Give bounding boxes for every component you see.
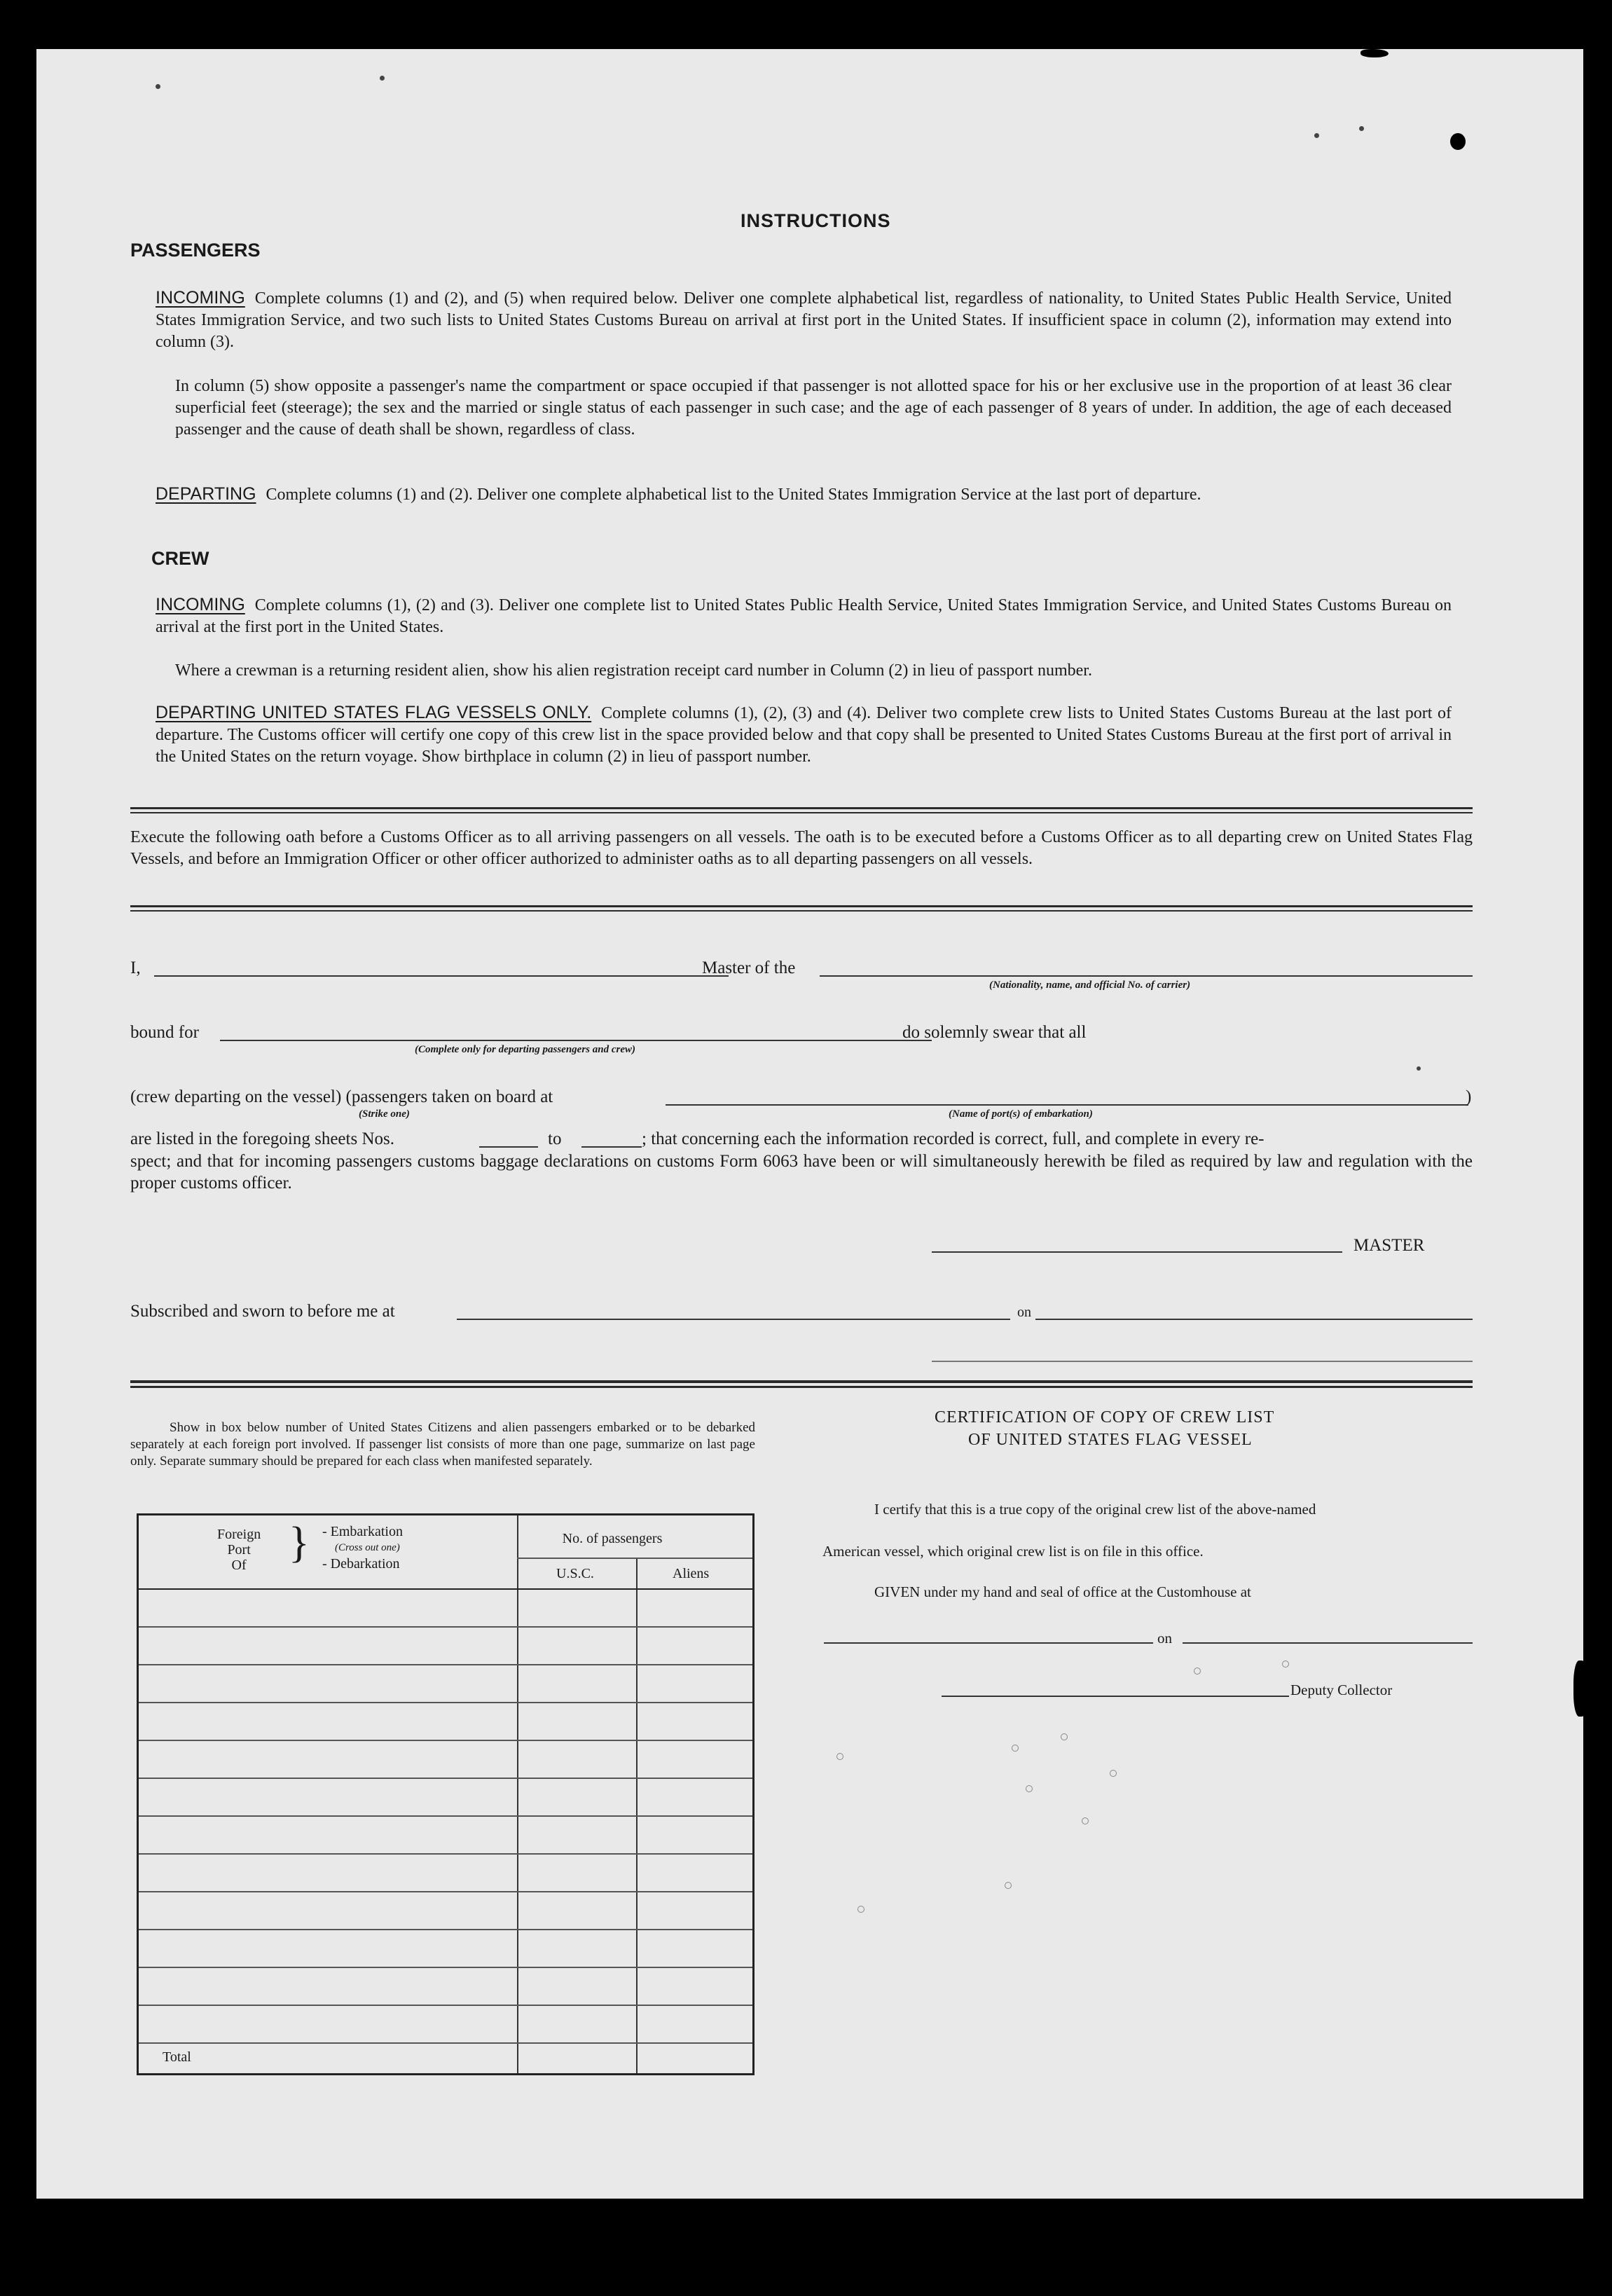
brace-glyph: } <box>289 1519 310 1567</box>
passengers-incoming-lead: INCOMING <box>156 288 245 308</box>
scan-speck <box>1012 1745 1019 1752</box>
bound-for-field[interactable] <box>220 1040 932 1041</box>
scan-speck <box>857 1906 864 1913</box>
row-line <box>139 1929 752 1930</box>
oath-intro: Execute the following oath before a Customs Officer as to all arriving passengers on all vessels. The oath is to be executed before a Customs Officer as to all departing crew on United States Flag Vessels, and before an Immigration Officer or other officer authorized to administer oaths as to all departing passengers on all vessels. <box>130 828 1473 868</box>
crew-flag-lead: DEPARTING UNITED STATES FLAG VESSELS ONLY. <box>156 703 592 722</box>
crew-departing-label: (crew departing on the vessel) (passengers taken on board at <box>130 1087 553 1106</box>
scan-speck <box>1417 1066 1421 1071</box>
passengers-departing-lead: DEPARTING <box>156 484 256 504</box>
listed-label: are listed in the foregoing sheets Nos. <box>130 1129 394 1148</box>
passengers-incoming-text: Complete columns (1) and (2), and (5) when required below. Deliver one complete alphabetical list, regardless of nationality, to United States Public Health Service, United States Immigration Service, and two such lists to United States Customs Bureau on arrival at first port in the United States. If insufficient space in column (2), information may extend into column (3). <box>156 289 1452 351</box>
crew-flag-text: Complete columns (1), (2), (3) and (4). Deliver two complete crew lists to United States Customs Bureau at the last port of departure. The Customs officer will certify one copy of this crew list in the space provided below and that copy shall be presented to United States Customs Bureau at the first port of arrival in the United States on the return voyage. Show birthplace in column (2) in lieu of passport number. <box>156 704 1452 766</box>
divider <box>130 812 1473 813</box>
summary-instructions: Show in box below number of United States Citizens and alien passengers embarked or to be debarked separately at each foreign port involved. If passenger list consists of more than one page, summarize on last page only. Separate summary should be prepared for each class when manifested separately. <box>130 1420 755 1469</box>
sheet-from-field[interactable] <box>479 1146 538 1148</box>
certification-text-line2: American vessel, which original crew list is on file in this office. <box>822 1543 1204 1560</box>
certification-given: GIVEN under my hand and seal of office at the Customhouse at <box>874 1583 1251 1600</box>
passengers-departing-text: Complete columns (1) and (2). Deliver one complete alphabetical list to the United States Immigration Service at the last port of departure. <box>266 486 1201 504</box>
scan-speck <box>1194 1668 1201 1675</box>
passengers-incoming-paragraph <box>156 287 1452 353</box>
row-line <box>139 1740 752 1741</box>
scan-speck <box>1005 1882 1012 1889</box>
certification-date-field[interactable] <box>1183 1642 1473 1644</box>
cross-out-caption: (Cross out one) <box>335 1542 400 1553</box>
divider <box>130 905 1473 907</box>
scan-speck <box>380 76 385 81</box>
passengers-column5-paragraph: In column (5) show opposite a passenger's name the compartment or space occupied if that passenger is not allotted space for his or her exclusive use in the proportion of at least 36 clear superficial feet (steerage); the sex and the married or single status of each passenger in such case; and the age of each passenger of 8 years of under. In addition, the age of each deceased passenger and the cause of death shall be shown, regardless of class. <box>175 377 1452 439</box>
no-of-passengers-header: No. of passengers <box>562 1531 663 1546</box>
listed-text: ; that concerning each the information recorded is correct, full, and complete in every re- <box>642 1129 1265 1148</box>
scan-speck <box>1061 1733 1068 1740</box>
header-divider <box>517 1558 752 1559</box>
debarkation-label: - Debarkation <box>322 1556 400 1572</box>
passengers-departing-paragraph <box>156 483 1452 506</box>
divider <box>130 807 1473 809</box>
certification-title-line1: CERTIFICATION OF COPY OF CREW LIST <box>935 1408 1275 1427</box>
row-line <box>139 1702 752 1703</box>
nationality-caption: (Nationality, name, and official No. of carrier) <box>989 979 1191 991</box>
row-line <box>139 1664 752 1665</box>
crew-incoming-paragraph <box>156 594 1452 638</box>
sheet-to-field[interactable] <box>581 1146 642 1148</box>
swear-label: do solemnly swear that all <box>902 1023 1087 1042</box>
scan-speck <box>1282 1661 1289 1668</box>
row-line <box>139 1778 752 1779</box>
row-line <box>139 1626 752 1628</box>
master-signature-line[interactable] <box>932 1251 1342 1253</box>
scan-speck <box>1026 1785 1033 1792</box>
scan-speck <box>1359 126 1364 131</box>
crew-heading: CREW <box>151 548 209 569</box>
strike-one-caption: (Strike one) <box>359 1108 410 1120</box>
officer-signature-line[interactable] <box>932 1361 1473 1362</box>
usc-header: U.S.C. <box>556 1566 594 1581</box>
crew-incoming-lead: INCOMING <box>156 595 245 614</box>
total-label: Total <box>163 2049 191 2065</box>
scan-speck <box>1082 1817 1089 1824</box>
bound-for-label: bound for <box>130 1023 199 1042</box>
scan-speck <box>156 84 160 89</box>
listed-continuation: spect; and that for incoming passengers customs baggage declarations on customs Form 6063 have been or will simultaneously herewith be filed as required by law and regulation with the proper customs officer. <box>130 1152 1473 1192</box>
divider <box>130 1386 1473 1388</box>
scan-edge-mark <box>1450 133 1466 150</box>
deputy-collector-label: Deputy Collector <box>1290 1682 1393 1698</box>
carrier-field[interactable] <box>820 975 1473 977</box>
sworn-on-label: on <box>1017 1305 1031 1320</box>
scan-edge-mark <box>1360 49 1389 57</box>
divider <box>130 1380 1473 1383</box>
certification-title-line2: OF UNITED STATES FLAG VESSEL <box>968 1431 1253 1449</box>
aliens-header: Aliens <box>673 1566 710 1581</box>
close-paren: ) <box>1466 1087 1472 1106</box>
complete-only-caption: (Complete only for departing passengers and crew) <box>415 1044 635 1055</box>
oath-i-label: I, <box>130 958 141 977</box>
row-line <box>139 2005 752 2006</box>
scan-speck <box>1314 133 1319 138</box>
certification-text-line1: I certify that this is a true copy of the original crew list of the above-named <box>874 1501 1316 1518</box>
scan-speck <box>1110 1770 1117 1777</box>
master-name-field[interactable] <box>154 975 729 977</box>
scan-edge-mark <box>1573 1661 1587 1717</box>
master-of-label: Master of the <box>702 958 796 977</box>
passengers-heading: PASSENGERS <box>130 240 261 261</box>
embarkation-label: - Embarkation <box>322 1524 403 1539</box>
crew-resident-paragraph: Where a crewman is a returning resident alien, show his alien registration receipt card number in Column (2) in lieu of passport number. <box>175 661 1092 680</box>
row-line <box>139 1891 752 1892</box>
embarkation-ports-field[interactable] <box>666 1104 1468 1106</box>
listed-to-label: to <box>548 1129 562 1148</box>
sworn-date-field[interactable] <box>1035 1319 1473 1320</box>
crew-incoming-text: Complete columns (1), (2) and (3). Deliver one complete list to United States Public Health Service, United States Immigration Service, and United States Customs Bureau on arrival at the first port in the United States. <box>156 596 1452 636</box>
row-line <box>139 1588 752 1590</box>
row-line <box>139 1815 752 1817</box>
divider <box>130 910 1473 912</box>
column-divider <box>517 1515 518 2073</box>
foreign-port-header: Foreign Port Of <box>217 1527 261 1573</box>
certification-on-label: on <box>1157 1630 1172 1647</box>
customhouse-field[interactable] <box>824 1642 1153 1644</box>
passenger-summary-table <box>137 1513 755 2075</box>
scan-speck <box>836 1753 843 1760</box>
sworn-place-field[interactable] <box>457 1319 1010 1320</box>
master-label: MASTER <box>1353 1236 1425 1255</box>
page-title: INSTRUCTIONS <box>740 210 891 231</box>
form-page <box>36 49 1583 2199</box>
row-line <box>139 1853 752 1855</box>
crew-flag-paragraph <box>156 702 1452 768</box>
deputy-signature-line[interactable] <box>942 1696 1289 1697</box>
row-line <box>139 2042 752 2044</box>
ports-caption: (Name of port(s) of embarkation) <box>949 1108 1093 1120</box>
row-line <box>139 1967 752 1968</box>
subscribed-label: Subscribed and sworn to before me at <box>130 1302 395 1321</box>
